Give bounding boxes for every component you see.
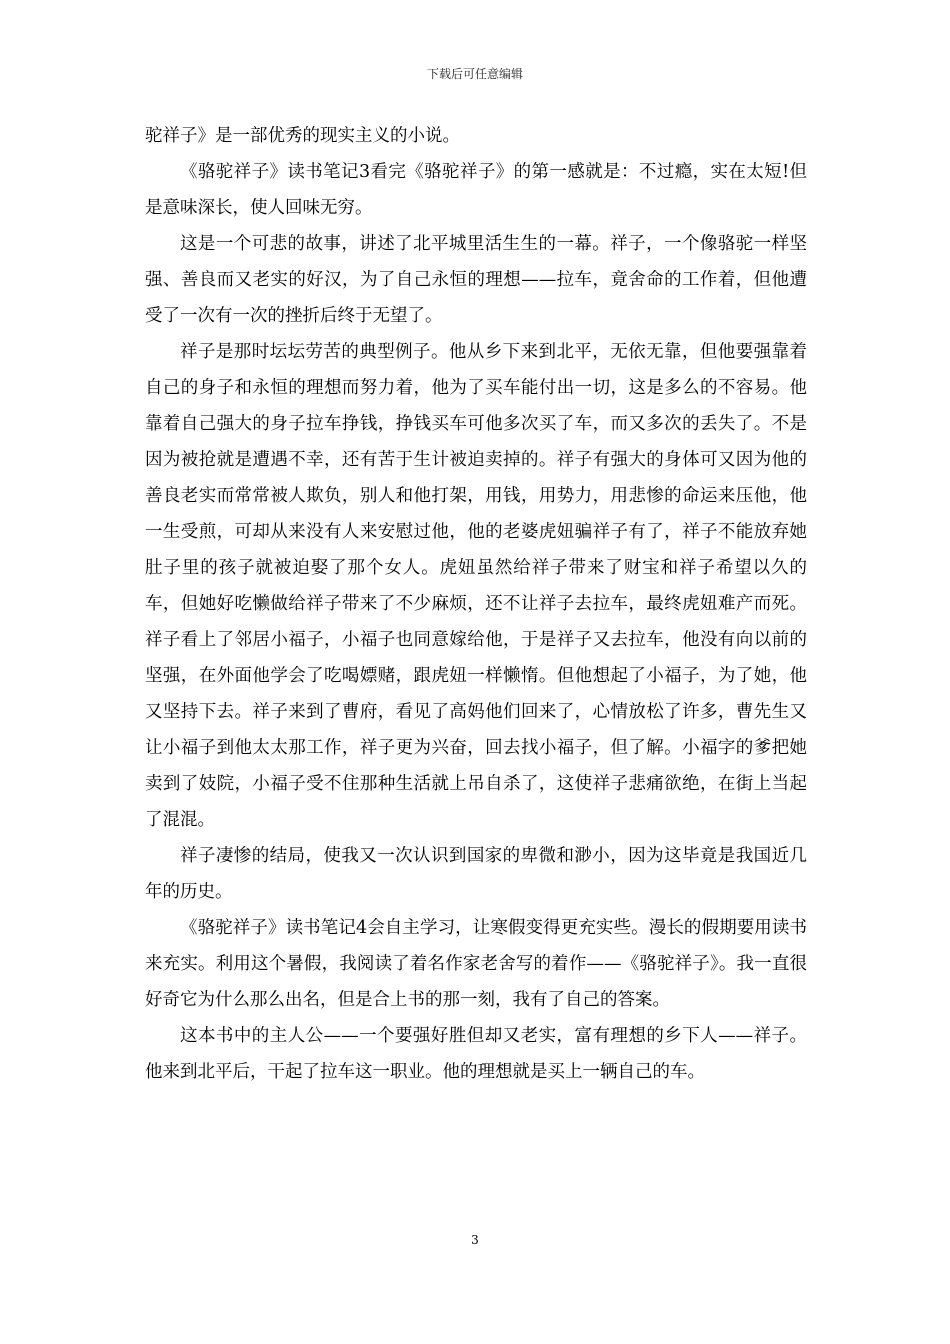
paragraph-1: 驼祥子》是一部优秀的现实主义的小说。 [145,126,460,146]
page-number: 3 [471,1233,479,1247]
paragraph-7: 这本书中的主人公——一个要强好胜但却又老实，富有理想的乡下人——祥子。他来到北平后，干起了拉车这一职业。他的理想就是买上一辆自己的车。 [145,1026,807,1082]
page-header: 下载后可任意编辑 [426,67,523,81]
paragraph-5: 祥子凄惨的结局，使我又一次认识到国家的卑微和渺小，因为这毕竟是我国近几年的历史。 [145,846,807,902]
paragraph-4: 祥子是那时坛坛劳苦的典型例子。他从乡下来到北平，无依无靠，但他要强靠着自己的身子和永恒的理想而努力着，他为了买车能付出一切，这是多么的不容易。他靠着自己强大的身子拉车挣钱，挣钱买车可他多次买了车，而又多次的丢失了。不是因为被抢就是遭遇不幸，还有苦于生计被迫卖掉的。祥子有强大的身体可又因为他的善良老实而常常被人欺负，别人和他打架，用钱，用势力，用悲惨的命运来压他，他一生受煎，可却从来没有人来安慰过他，他的老婆虎妞骗祥子有了，祥子不能放弃她肚子里的孩子就被迫娶了那个女人。虎妞虽然给祥子带来了财宝和祥子希望以久的车，但她好吃懒做给祥子带来了不少麻烦，还不让祥子去拉车，最终虎妞难产而死。祥子看上了邻居小福子，小福子也同意嫁给他，于是祥子又去拉车，他没有向以前的坚强，在外面他学会了吃喝嫖赌，跟虎妞一样懒惰。但他想起了小福子，为了她，他又坚持下去。祥子来到了曹府，看见了高妈他们回来了，心情放松了许多，曹先生又让小福子到他太太那工作，祥子更为兴奋，回去找小福子，但了解。小福字的爹把她卖到了妓院，小福子受不住那种生活就上吊自杀了，这使祥子悲痛欲绝，在街上当起了混混。 [145,342,807,830]
document-body [145,118,807,1090]
paragraph-3: 这是一个可悲的故事，讲述了北平城里活生生的一幕。祥子，一个像骆驼一样坚强、善良而又老实的好汉，为了自己永恒的理想——拉车，竟舍命的工作着，但他遭受了一次有一次的挫折后终于无望了。 [145,234,807,326]
paragraph-2: 《骆驼祥子》读书笔记3看完《骆驼祥子》的第一感就是：不过瘾，实在太短!但是意味深长，使人回味无穷。 [145,162,807,218]
paragraph-6: 《骆驼祥子》读书笔记4会自主学习，让寒假变得更充实些。漫长的假期要用读书来充实。利用这个暑假，我阅读了着名作家老舍写的着作——《骆驼祥子》。我一直很好奇它为什么那么出名，但是合上书的那一刻，我有了自己的答案。 [145,918,807,1010]
